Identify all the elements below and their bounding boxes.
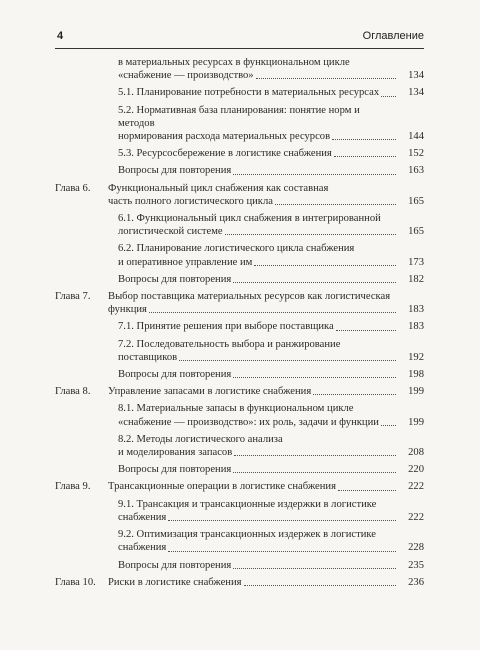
toc-section-entry [0,242,480,268]
dot-leader [179,360,396,361]
entry-title-line [118,273,398,286]
entry-title-text: 5.1. Планирование потребности в материальных ресурсах [118,87,380,99]
page-ref: 222 [408,481,424,493]
page-ref: 152 [408,148,424,160]
page-ref: 236 [408,576,424,588]
toc-chapter-entry [0,385,480,398]
entry-title-text: 9.2. Оптимизация трансакционных издержек в логистике [118,529,376,541]
entry-title [118,433,424,459]
chapter-label: Глава 10. [55,576,96,588]
page-ref: 134 [408,70,424,82]
entry-title-line [118,463,398,476]
toc-section-entry [0,56,480,82]
page-ref: 165 [408,195,424,207]
page-ref: 183 [408,304,424,316]
running-title: Оглавление [362,30,424,42]
entry-title-line [118,351,398,364]
toc-section-entry [0,433,480,459]
entry-title-text: снабжения [118,511,167,523]
entry-title [108,480,424,493]
entry-title-text: логистической системе [118,226,223,238]
entry-title-line [118,511,398,524]
dot-leader [275,204,396,205]
entry-title-line [118,130,398,143]
entry-title [118,242,424,268]
entry-title-text: в материальных ресурсах в функциональном цикле [118,57,350,68]
entry-title [118,368,424,381]
dot-leader [254,265,396,266]
page-header [55,30,424,46]
entry-title-line [118,147,398,160]
entry-title-text: функция [108,304,147,316]
page-ref: 173 [408,256,424,268]
page-ref: 165 [408,226,424,238]
entry-title-line [118,164,398,177]
page-ref: 235 [408,559,424,571]
page-ref: 192 [408,351,424,363]
dot-leader [233,377,396,378]
toc-section-entry [0,402,480,428]
entry-title-line [118,368,398,381]
page-ref: 208 [408,447,424,459]
entry-title-text: «снабжение — производство»: их роль, задачи и функции [118,416,379,428]
page-ref: 183 [408,321,424,333]
entry-title [118,147,424,160]
dot-leader [338,490,396,491]
dot-leader [381,425,396,426]
entry-title-text: поставщиков [118,351,178,363]
dot-leader [233,174,396,175]
entry-title-line [118,559,398,572]
entry-title-line [108,195,398,208]
chapter-label: Глава 7. [55,291,91,303]
entry-title-line [118,104,398,130]
chapter-label: Глава 6. [55,182,91,194]
entry-title-text: 6.1. Функциональный цикл снабжения в интегрированной [118,213,381,225]
toc-section-entry [0,528,480,554]
entry-title-text: Управление запасами в логистике снабжения [108,386,312,398]
toc-section-entry [0,498,480,524]
toc-section-entry [0,104,480,144]
entry-title-line [118,320,398,333]
page-ref: 182 [408,273,424,285]
page-ref: 220 [408,464,424,476]
entry-title-text: нормирования расхода материальных ресурсов [118,131,331,143]
toc-section-entry [0,86,480,99]
dot-leader [149,312,396,313]
entry-title-text: Вопросы для повторения [118,559,232,571]
entry-title-line [118,86,398,99]
dot-leader [168,551,396,552]
entry-title-line [118,242,398,255]
header-rule [55,48,424,49]
dot-leader [225,234,396,235]
entry-title [118,320,424,333]
entry-title [118,212,424,238]
entry-title-text: 5.3. Ресурсосбережение в логистике снабжения [118,148,332,160]
toc-chapter-entry [0,182,480,208]
page-ref: 199 [408,386,424,398]
entry-title-text: Вопросы для повторения [118,165,232,177]
chapter-label: Глава 9. [55,481,91,493]
entry-title-line [118,256,398,269]
entry-title-text: 7.1. Принятие решения при выборе поставщика [118,321,334,333]
dot-leader [381,96,396,97]
toc-section-entry [0,559,480,572]
toc-section-entry [0,147,480,160]
toc-chapter-entry [0,480,480,493]
dot-leader [334,156,396,157]
entry-title [118,528,424,554]
toc-section-entry [0,338,480,364]
entry-title-text: Функциональный цикл снабжения как составная [108,182,329,194]
entry-title-line [118,498,398,511]
dot-leader [233,568,396,569]
entry-title-line [118,433,398,446]
entry-title-line [118,225,398,238]
toc-chapter-entry [0,576,480,589]
entry-title-line [118,528,398,541]
dot-leader [256,78,396,79]
entry-title [118,86,424,99]
entry-title-line [118,416,398,429]
entry-title-line [118,402,398,415]
entry-title-text: 5.2. Нормативная база планирования: понятие норм и методов [118,104,360,129]
dot-leader [332,139,396,140]
entry-title-line [118,446,398,459]
dot-leader [244,585,396,586]
entry-title-line [118,69,398,82]
page-ref: 228 [408,542,424,554]
page-ref: 134 [408,87,424,99]
entry-title-text: часть полного логистического цикла [108,195,273,207]
entry-title [118,164,424,177]
entry-title-text: снабжения [118,542,167,554]
entry-title-text: «снабжение — производство» [118,70,254,82]
entry-title-text: Трансакционные операции в логистике снабжения [108,481,336,493]
chapter-label: Глава 8. [55,386,91,398]
toc-section-entry [0,164,480,177]
dot-leader [336,330,396,331]
entry-title [118,498,424,524]
entry-title [108,385,424,398]
entry-title [108,576,424,589]
entry-title-text: 8.2. Методы логистического анализа [118,433,283,445]
dot-leader [233,282,396,283]
entry-title-text: Вопросы для повторения [118,369,232,381]
entry-title-line [108,576,398,589]
dot-leader [168,520,396,521]
entry-title-text: Риски в логистике снабжения [108,576,242,588]
page-ref: 199 [408,416,424,428]
entry-title-text: 7.2. Последовательность выбора и ранжирование [118,338,341,350]
dot-leader [234,455,396,456]
entry-title-text: Вопросы для повторения [118,273,232,285]
entry-title [108,290,424,316]
toc-section-entry [0,320,480,333]
page-ref: 144 [408,131,424,143]
entry-title-text: и моделирования запасов [118,447,233,459]
page-ref: 222 [408,511,424,523]
entry-title [118,559,424,572]
entry-title-text: 6.2. Планирование логистического цикла снабжения [118,243,355,255]
page-number: 4 [57,30,64,42]
entry-title-line [108,303,398,316]
entry-title-line [118,56,398,69]
entry-title [118,402,424,428]
entry-title [118,463,424,476]
entry-title-line [108,480,398,493]
entry-title-line [118,541,398,554]
entry-title-line [118,212,398,225]
entry-title-line [118,338,398,351]
entry-title-line [108,182,398,195]
entry-title-line [108,290,398,303]
dot-leader [313,394,396,395]
toc-section-entry [0,463,480,476]
toc-chapter-entry [0,290,480,316]
toc-section-entry [0,212,480,238]
page-ref: 163 [408,165,424,177]
toc-section-entry [0,368,480,381]
entry-title-line [108,385,398,398]
table-of-contents [0,52,480,589]
entry-title-text: и оперативное управление им [118,256,253,268]
entry-title-text: Вопросы для повторения [118,464,232,476]
entry-title-text: 8.1. Материальные запасы в функциональном цикле [118,403,354,415]
entry-title-text: 9.1. Трансакция и трансакционные издержки в логистике [118,498,377,510]
page-ref: 198 [408,369,424,381]
entry-title [118,104,424,144]
entry-title [108,182,424,208]
entry-title [118,338,424,364]
entry-title-text: Выбор поставщика материальных ресурсов как логистическая [108,291,391,303]
dot-leader [233,472,396,473]
entry-title [118,56,424,82]
entry-title [118,273,424,286]
toc-section-entry [0,273,480,286]
